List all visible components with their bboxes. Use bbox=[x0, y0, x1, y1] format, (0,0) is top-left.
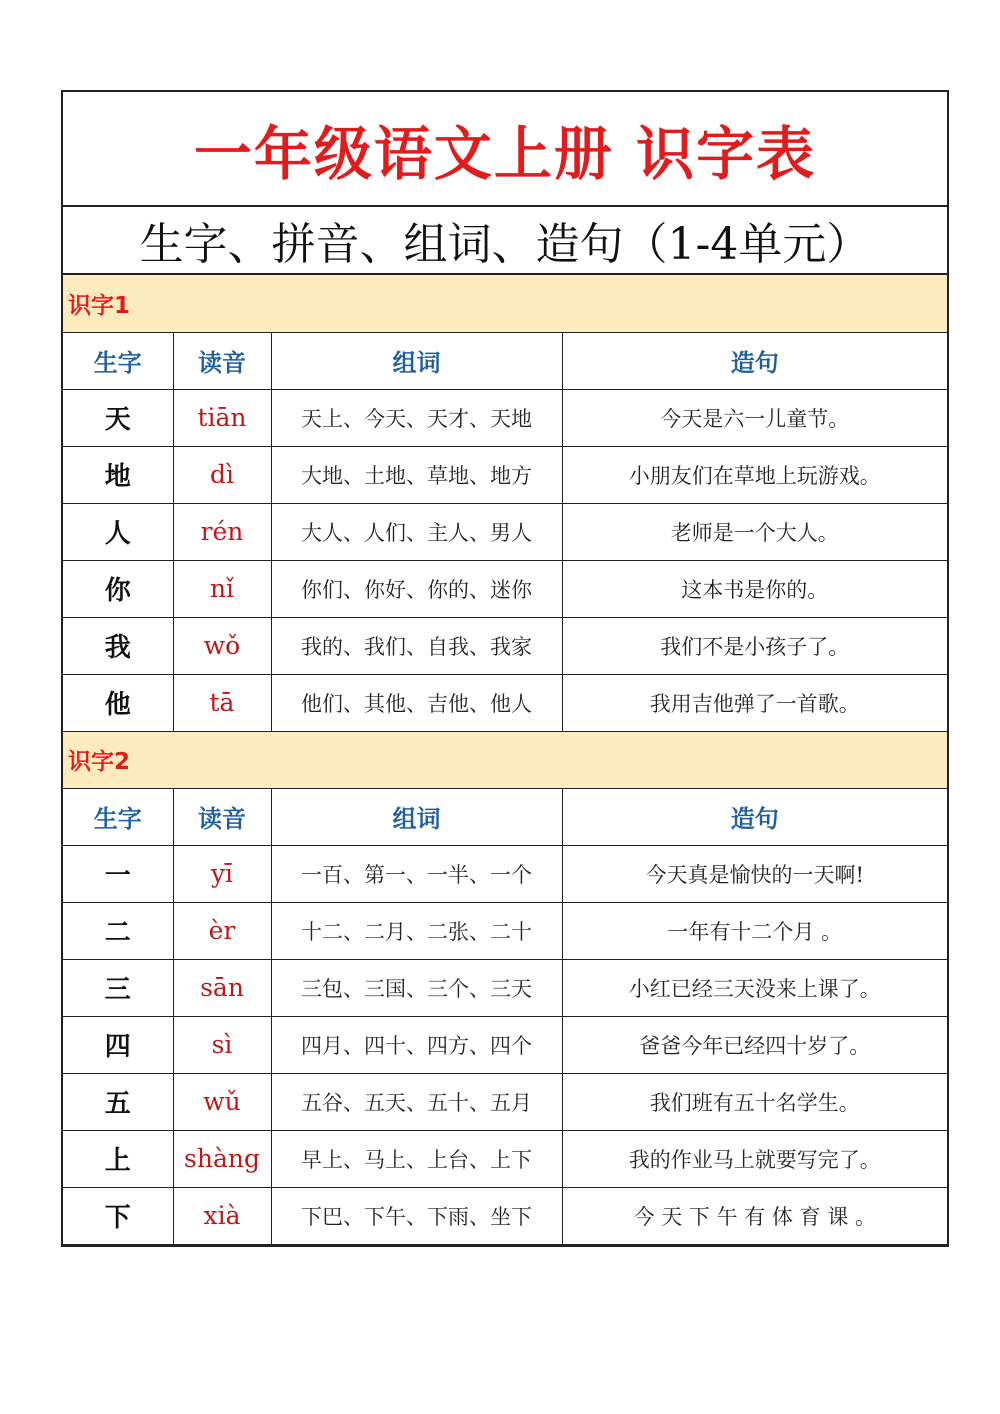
character-cell: 上 bbox=[63, 1130, 173, 1187]
pinyin-cell: rén bbox=[173, 503, 271, 560]
pinyin-cell: yī bbox=[173, 845, 271, 902]
words-cell: 大地、土地、草地、地方 bbox=[271, 446, 562, 503]
character-cell: 下 bbox=[63, 1187, 173, 1244]
sentence-cell: 老师是一个大人。 bbox=[562, 503, 947, 560]
pinyin-cell: èr bbox=[173, 902, 271, 959]
words-cell: 五谷、五天、五十、五月 bbox=[271, 1073, 562, 1130]
words-cell: 我的、我们、自我、我家 bbox=[271, 617, 562, 674]
sentence-cell: 爸爸今年已经四十岁了。 bbox=[562, 1016, 947, 1073]
table-row bbox=[63, 1016, 947, 1073]
section-title: 识字2 bbox=[63, 731, 947, 788]
character-cell: 地 bbox=[63, 446, 173, 503]
pinyin-cell: tiān bbox=[173, 389, 271, 446]
pinyin-cell: shàng bbox=[173, 1130, 271, 1187]
words-cell: 四月、四十、四方、四个 bbox=[271, 1016, 562, 1073]
character-cell: 五 bbox=[63, 1073, 173, 1130]
literacy-sheet bbox=[61, 90, 949, 1247]
table-row bbox=[63, 902, 947, 959]
header-words: 组词 bbox=[271, 332, 562, 389]
character-cell: 二 bbox=[63, 902, 173, 959]
sentence-cell: 小朋友们在草地上玩游戏。 bbox=[562, 446, 947, 503]
header-char: 生字 bbox=[63, 788, 173, 845]
table-row bbox=[63, 674, 947, 731]
pinyin-cell: tā bbox=[173, 674, 271, 731]
header-words: 组词 bbox=[271, 788, 562, 845]
pinyin-cell: nǐ bbox=[173, 560, 271, 617]
character-cell: 四 bbox=[63, 1016, 173, 1073]
pinyin-cell: wǔ bbox=[173, 1073, 271, 1130]
header-pinyin: 读音 bbox=[173, 332, 271, 389]
words-cell: 十二、二月、二张、二十 bbox=[271, 902, 562, 959]
table-row bbox=[63, 1073, 947, 1130]
table-row bbox=[63, 845, 947, 902]
table-row bbox=[63, 560, 947, 617]
character-cell: 三 bbox=[63, 959, 173, 1016]
header-pinyin: 读音 bbox=[173, 788, 271, 845]
pinyin-cell: sì bbox=[173, 1016, 271, 1073]
table-row bbox=[63, 503, 947, 560]
sentence-cell: 小红已经三天没来上课了。 bbox=[562, 959, 947, 1016]
sentence-cell: 我们班有五十名学生。 bbox=[562, 1073, 947, 1130]
sentence-cell: 一年有十二个月 。 bbox=[562, 902, 947, 959]
sentence-cell: 我用吉他弹了一首歌。 bbox=[562, 674, 947, 731]
words-cell: 你们、你好、你的、迷你 bbox=[271, 560, 562, 617]
character-cell: 他 bbox=[63, 674, 173, 731]
pinyin-cell: sān bbox=[173, 959, 271, 1016]
pinyin-cell: dì bbox=[173, 446, 271, 503]
sentence-cell: 这本书是你的。 bbox=[562, 560, 947, 617]
words-cell: 天上、今天、天才、天地 bbox=[271, 389, 562, 446]
page-title: 一年级语文上册 识字表 bbox=[63, 92, 947, 207]
character-cell: 天 bbox=[63, 389, 173, 446]
literacy-table bbox=[63, 275, 947, 1245]
table-row bbox=[63, 1187, 947, 1244]
words-cell: 一百、第一、一半、一个 bbox=[271, 845, 562, 902]
header-row bbox=[63, 332, 947, 389]
character-cell: 一 bbox=[63, 845, 173, 902]
header-sentence: 造句 bbox=[562, 332, 947, 389]
pinyin-cell: xià bbox=[173, 1187, 271, 1244]
header-sentence: 造句 bbox=[562, 788, 947, 845]
sentence-cell: 今天是六一儿童节。 bbox=[562, 389, 947, 446]
table-row bbox=[63, 389, 947, 446]
section-title: 识字1 bbox=[63, 275, 947, 332]
character-cell: 你 bbox=[63, 560, 173, 617]
section-row bbox=[63, 731, 947, 788]
table-row bbox=[63, 1130, 947, 1187]
table-row bbox=[63, 959, 947, 1016]
sentence-cell: 我的作业马上就要写完了。 bbox=[562, 1130, 947, 1187]
header-row bbox=[63, 788, 947, 845]
words-cell: 下巴、下午、下雨、坐下 bbox=[271, 1187, 562, 1244]
words-cell: 他们、其他、吉他、他人 bbox=[271, 674, 562, 731]
section-row bbox=[63, 275, 947, 332]
table-row bbox=[63, 617, 947, 674]
page-subtitle: 生字、拼音、组词、造句（1-4单元） bbox=[63, 207, 947, 275]
header-char: 生字 bbox=[63, 332, 173, 389]
pinyin-cell: wǒ bbox=[173, 617, 271, 674]
character-cell: 人 bbox=[63, 503, 173, 560]
sentence-cell: 今 天 下 午 有 体 育 课 。 bbox=[562, 1187, 947, 1244]
table-row bbox=[63, 446, 947, 503]
character-cell: 我 bbox=[63, 617, 173, 674]
words-cell: 大人、人们、主人、男人 bbox=[271, 503, 562, 560]
sentence-cell: 今天真是愉快的一天啊! bbox=[562, 845, 947, 902]
sentence-cell: 我们不是小孩子了。 bbox=[562, 617, 947, 674]
words-cell: 早上、马上、上台、上下 bbox=[271, 1130, 562, 1187]
words-cell: 三包、三国、三个、三天 bbox=[271, 959, 562, 1016]
